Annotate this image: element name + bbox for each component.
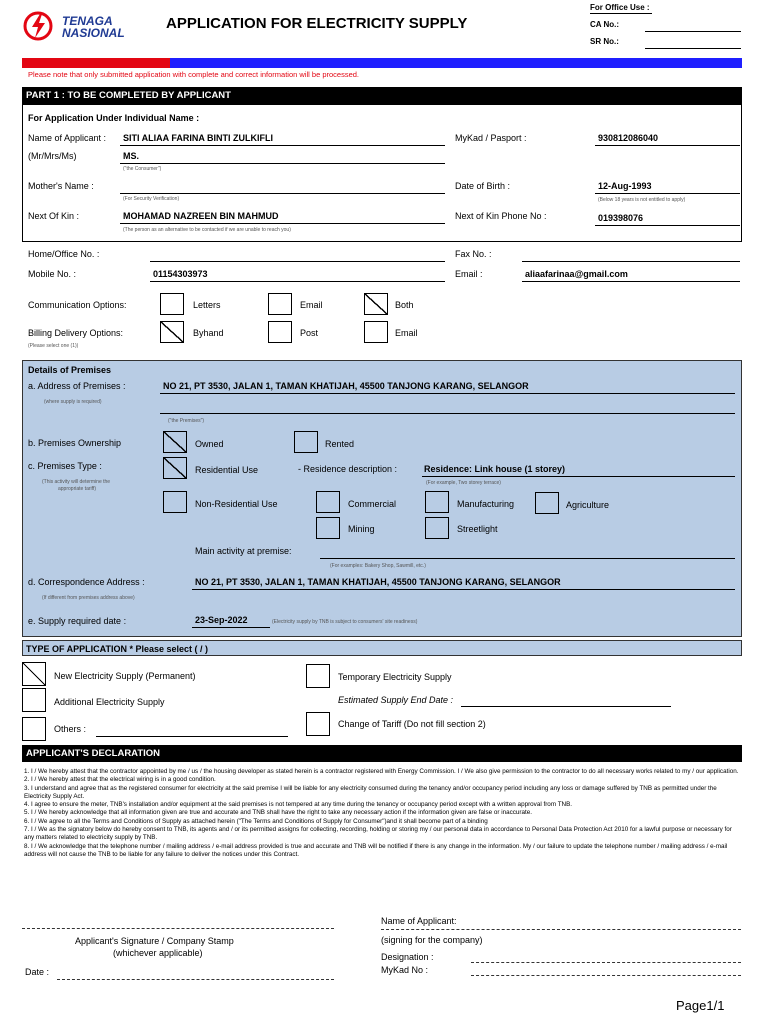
home-field[interactable] [150,261,445,262]
mykad-value[interactable]: 930812086040 [598,133,659,143]
residential-checkbox[interactable] [163,457,187,479]
consumer-note: ("the Consumer") [123,166,162,172]
dob-value[interactable]: 12-Aug-1993 [598,181,652,191]
signature-line[interactable] [22,928,334,929]
logo-line2: NASIONAL [62,26,125,40]
home-label: Home/Office No. : [28,249,100,259]
comm-label: Communication Options: [28,300,127,310]
rented-label: Rented [325,439,355,449]
kin-phone-label: Next of Kin Phone No : [455,211,547,221]
declaration-item: 5. I / We hereby acknowledge that all information given are true and accurate and TNB shall have the right to take any necessary action if the information given are false or inaccurate. [24,809,533,817]
declaration-item: 6. I / We agree to all the Terms and Conditions of Supply as attached herein ("The Terms and Conditions of Supply for Consumer")and it shall become part of a binding [24,817,488,825]
fax-field[interactable] [522,261,740,262]
owned-checkbox[interactable] [163,431,187,453]
bill-byhand-checkbox[interactable] [160,321,184,343]
additional-label: Additional Electricity Supply [54,697,165,707]
main-activity-note: (For examples: Bakery Shop, Sawmill, etc.) [330,563,426,569]
color-band-red [22,58,170,68]
owned-label: Owned [195,439,224,449]
mother-label: Mother's Name : [28,181,94,191]
color-band-blue [170,58,742,68]
billing-note: (Please select one (1)) [28,343,79,349]
sr-no-field[interactable] [645,48,741,49]
bill-post-checkbox[interactable] [268,321,292,343]
email-value[interactable]: aliaafarinaa@gmail.com [525,269,628,279]
declaration-item: 2. I / We hereby attest that the electrical wiring is in a good condition. [24,776,216,784]
non-residential-label: Non-Residential Use [195,499,278,509]
designation-field[interactable] [471,962,741,963]
declaration-header: APPLICANT'S DECLARATION [22,745,742,762]
estimated-end-field[interactable] [461,706,671,707]
part1-header: PART 1 : TO BE COMPLETED BY APPLICANT [22,87,742,105]
comm-letters-checkbox[interactable] [160,293,184,315]
name-value[interactable]: SITI ALIAA FARINA BINTI ZULKIFLI [123,133,273,143]
type-label: c. Premises Type : [28,461,102,471]
page-number: Page1/1 [676,998,725,1013]
main-activity-field[interactable] [320,558,735,559]
res-desc-note: (For example, Two storey terrace) [426,480,501,486]
tnb-logo-icon [22,8,60,44]
commercial-label: Commercial [348,499,397,509]
declaration-item: 8. I / We acknowledge that the telephone number / mailing address / e-mail address provided is true and accurate and TNB will be notified if there is any change in the information. My / our failure to update the telephone number / mailing address / e-mail address will not cause the TNB to be liable for any failure to deliver the notices under this Contract. [24,842,728,858]
declaration-item: 1. I / We hereby attest that the contractor appointed by me / us / the housing developer as stated herein is a contractor registered with Energy Commission. I / We also give permission to the contractor to do all necessary works related to my / our application. [24,768,739,775]
manufacturing-checkbox[interactable] [425,491,449,513]
address-note: (where supply is required) [44,399,102,405]
change-tariff-label: Change of Tariff (Do not fill section 2) [338,719,486,729]
temporary-checkbox[interactable] [306,664,330,688]
kin-phone-value[interactable]: 019398076 [598,213,644,223]
new-permanent-checkbox[interactable] [22,662,46,686]
signature-note: (whichever applicable) [113,948,203,958]
designation-label: Designation : [381,952,434,962]
corr-note: (If different from premises address above) [42,595,135,601]
mining-checkbox[interactable] [316,517,340,539]
streetlight-checkbox[interactable] [425,517,449,539]
corr-value[interactable]: NO 21, PT 3530, JALAN 1, TAMAN KHATIJAH, 45500 TANJONG KARANG, SELANGOR [195,577,561,587]
tnb-logo [22,8,142,44]
declaration-item: 3. I understand and agree that as the registered consumer for electricity at the said premise I will be liable for any electricity consumed during the tenancy and/or occupancy period including any loss or damage suffered by TNB as permitted under the Electricity Supply Act. [24,784,717,800]
new-permanent-label: New Electricity Supply (Permanent) [54,671,196,681]
dob-note: (Below 18 years is not entitled to apply) [598,197,686,203]
bill-byhand-label: Byhand [193,328,224,338]
kin-value[interactable]: MOHAMAD NAZREEN BIN MAHMUD [123,211,279,221]
additional-checkbox[interactable] [22,688,46,712]
estimated-end-label: Estimated Supply End Date : [338,695,454,705]
declaration-item: 4. I agree to ensure the meter, TNB's installation and/or equipment at the said premises is not tempered at any time during the tenancy or occupancy period except with a written approval from TNB. [24,801,573,809]
office-use-label: For Office Use : [590,3,650,12]
others-label: Others : [54,724,87,734]
part1-subtitle: For Application Under Individual Name : [28,113,200,123]
fax-label: Fax No. : [455,249,492,259]
corr-label: d. Correspondence Address : [28,577,145,587]
date-label: Date : [25,967,50,977]
signature-label: Applicant's Signature / Company Stamp [75,936,234,946]
others-field[interactable] [96,736,288,737]
title-label: (Mr/Mrs/Ms) [28,151,77,161]
residential-label: Residential Use [195,465,259,475]
dob-label: Date of Birth : [455,181,511,191]
comm-email-checkbox[interactable] [268,293,292,315]
bill-email-checkbox[interactable] [364,321,388,343]
supply-date-label: e. Supply required date : [28,616,127,626]
others-checkbox[interactable] [22,717,46,741]
main-activity-label: Main activity at premise: [195,546,292,556]
supply-date-note: (Electricity supply by TNB is subject to consumers' site readiness) [272,619,418,625]
email-label: Email : [455,269,483,279]
kin-label: Next Of Kin : [28,211,80,221]
declaration-item: 7. I / We as the signatory below do hereby consent to TNB, its agents and / or its permitted assigns for collecting, recording, holding or storing my / our personal data in accordance to Personal Data Protection Act 2010 for a lawful purpose or necessary for any matters related to electricity supply by TNB. [24,826,732,842]
mining-label: Mining [348,524,375,534]
app-type-title: TYPE OF APPLICATION * Please select ( / ) [26,644,209,654]
notice-text: Please note that only submitted application with complete and correct information will be processed. [28,70,360,79]
non-residential-checkbox[interactable] [163,491,187,513]
bill-email-label: Email [395,328,418,338]
ca-no-field[interactable] [645,31,741,32]
declaration-body [24,768,740,859]
name-label: Name of Applicant : [28,133,107,143]
res-desc-value[interactable]: Residence: Link house (1 storey) [424,464,566,474]
billing-label: Billing Delivery Options: [28,328,124,338]
mother-field[interactable] [120,193,445,194]
manufacturing-label: Manufacturing [457,499,515,509]
comm-both-checkbox[interactable] [364,293,388,315]
applicant-name-field[interactable] [381,929,741,930]
sig-mykad-label: MyKad No : [381,965,429,975]
kin-note: (The person as an alternative to be contacted if we are unable to reach you) [123,227,291,233]
mother-note: (For Security Verification) [123,196,180,202]
ca-no-label: CA No.: [590,20,620,29]
type-note2: appropriate tariff) [58,486,96,492]
mobile-label: Mobile No. : [28,269,77,279]
commercial-checkbox[interactable] [316,491,340,513]
date-field[interactable] [57,979,334,980]
supply-date-value[interactable]: 23-Sep-2022 [195,615,248,625]
mykad-label: MyKad / Pasport : [455,133,527,143]
streetlight-label: Streetlight [457,524,498,534]
comm-letters-label: Letters [193,300,221,310]
ownership-label: b. Premises Ownership [28,438,122,448]
applicant-name-label: Name of Applicant: [381,916,457,926]
comm-both-label: Both [395,300,414,310]
agriculture-checkbox[interactable] [535,492,559,514]
address-value[interactable]: NO 21, PT 3530, JALAN 1, TAMAN KHATIJAH, 45500 TANJONG KARANG, SELANGOR [163,381,529,391]
bill-post-label: Post [300,328,319,338]
comm-email-label: Email [300,300,323,310]
type-note1: (This activity will determine the [42,479,111,485]
title-value[interactable]: MS. [123,151,140,161]
address-label: a. Address of Premises : [28,381,126,391]
temporary-label: Temporary Electricity Supply [338,672,452,682]
sr-no-label: SR No.: [590,37,619,46]
res-desc-label: - Residence description : [298,464,398,474]
change-tariff-checkbox[interactable] [306,712,330,736]
sig-mykad-field[interactable] [471,975,741,976]
rented-checkbox[interactable] [294,431,318,453]
company-note: (signing for the company) [381,935,483,945]
page-title: APPLICATION FOR ELECTRICITY SUPPLY [166,15,468,32]
logo-line1: TENAGA [62,14,113,28]
mobile-value[interactable]: 01154303973 [153,269,208,279]
premises-title: Details of Premises [28,365,112,375]
premises-note: ("the Premises") [168,418,205,424]
agriculture-label: Agriculture [566,500,610,510]
